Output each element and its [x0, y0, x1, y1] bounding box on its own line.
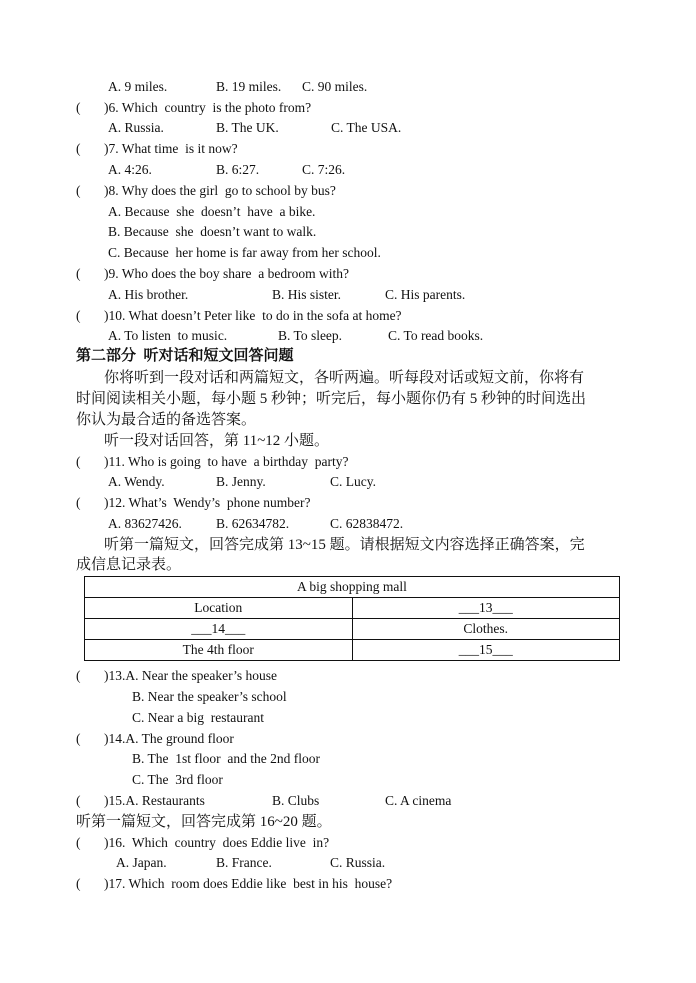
q12-question: )12. What’s Wendy’s phone number? — [104, 495, 311, 510]
passage1-intro-line2: 成信息记录表。 — [76, 557, 182, 573]
q8-paren: ( — [76, 183, 81, 198]
q6-question: )6. Which country is the photo from? — [104, 100, 312, 115]
q16-question: )16. Which country does Eddie live in? — [104, 835, 330, 850]
q14-question: )14.A. The ground floor — [104, 731, 234, 746]
q16-option-c: C. Russia. — [330, 855, 386, 870]
q5-option-c: C. 90 miles. — [302, 79, 368, 94]
q12-option-b: B. 62634782. — [216, 516, 290, 531]
table-title: A big shopping mall — [85, 577, 620, 598]
q11-paren: ( — [76, 454, 81, 469]
q11-option-a: A. Wendy. — [108, 474, 165, 489]
q10-option-c: C. To read books. — [388, 328, 484, 343]
q13-option-c: C. Near a big restaurant — [132, 710, 264, 725]
q7-option-c: C. 7:26. — [302, 162, 346, 177]
part2-instruction-line1: 你将听到一段对话和两篇短文，各听两遍。听每段对话或短文前，你将有 — [104, 370, 585, 386]
table-title-row — [85, 577, 620, 598]
part2-title: 第二部分 听对话和短文回答问题 — [76, 348, 294, 364]
q10-paren: ( — [76, 308, 81, 323]
table-cell: Clothes. — [352, 619, 620, 640]
q16-option-a: A. Japan. — [116, 855, 167, 870]
q8-question: )8. Why does the girl go to school by bus? — [104, 183, 336, 198]
q6-option-b: B. The UK. — [216, 120, 279, 135]
q10-option-b: B. To sleep. — [278, 328, 343, 343]
table-row — [85, 619, 620, 640]
q12-option-c: C. 62838472. — [330, 516, 404, 531]
q12-paren: ( — [76, 495, 81, 510]
passage2-intro: 听第一篇短文，回答完成第 16~20 题。 — [76, 814, 332, 830]
table-row — [85, 598, 620, 619]
q8-option-b: B. Because she doesn’t want to walk. — [108, 224, 317, 239]
q14-paren: ( — [76, 731, 81, 746]
q13-paren: ( — [76, 668, 81, 683]
q6-option-c: C. The USA. — [331, 120, 402, 135]
q15-option-c: C. A cinema — [385, 793, 452, 808]
part2-instruction-line3: 你认为最合适的备选答案。 — [76, 412, 257, 428]
q15-question: )15.A. Restaurants — [104, 793, 205, 808]
q5-option-b: B. 19 miles. — [216, 79, 282, 94]
q6-option-a: A. Russia. — [108, 120, 164, 135]
q13-option-b: B. Near the speaker’s school — [132, 689, 287, 704]
q14-option-c: C. The 3rd floor — [132, 772, 223, 787]
table-cell: The 4th floor — [85, 640, 353, 661]
q9-paren: ( — [76, 266, 81, 281]
q9-option-c: C. His parents. — [385, 287, 466, 302]
table-row — [85, 640, 620, 661]
q15-option-b: B. Clubs — [272, 793, 320, 808]
q12-option-a: A. 83627426. — [108, 516, 182, 531]
info-record-table — [84, 576, 620, 661]
q17-paren: ( — [76, 876, 81, 891]
q8-option-a: A. Because she doesn’t have a bike. — [108, 204, 316, 219]
q7-option-a: A. 4:26. — [108, 162, 152, 177]
dialog-intro: 听一段对话回答，第 11~12 小题。 — [104, 433, 330, 449]
table-cell: ___15___ — [352, 640, 620, 661]
q10-question: )10. What doesn’t Peter like to do in the sofa at home? — [104, 308, 402, 323]
q11-option-b: B. Jenny. — [216, 474, 266, 489]
q7-option-b: B. 6:27. — [216, 162, 260, 177]
q10-option-a: A. To listen to music. — [108, 328, 228, 343]
part2-instruction-line2: 时间阅读相关小题，每小题 5 秒钟；听完后，每小题你仍有 5 秒钟的时间选出 — [76, 391, 587, 407]
passage1-intro-line1: 听第一篇短文，回答完成第 13~15 题。请根据短文内容选择正确答案，完 — [104, 537, 585, 553]
q11-question: )11. Who is going to have a birthday party? — [104, 454, 349, 469]
q13-question: )13.A. Near the speaker’s house — [104, 668, 277, 683]
q14-option-b: B. The 1st floor and the 2nd floor — [132, 751, 320, 766]
q9-option-a: A. His brother. — [108, 287, 189, 302]
q6-paren: ( — [76, 100, 81, 115]
q9-option-b: B. His sister. — [272, 287, 342, 302]
q15-paren: ( — [76, 793, 81, 808]
table-cell: Location — [85, 598, 353, 619]
q11-option-c: C. Lucy. — [330, 474, 376, 489]
q16-option-b: B. France. — [216, 855, 272, 870]
q7-question: )7. What time is it now? — [104, 141, 238, 156]
q16-paren: ( — [76, 835, 81, 850]
q5-option-a: A. 9 miles. — [108, 79, 168, 94]
table-cell: ___13___ — [352, 598, 620, 619]
q8-option-c: C. Because her home is far away from her school. — [108, 245, 381, 260]
q9-question: )9. Who does the boy share a bedroom with? — [104, 266, 349, 281]
q7-paren: ( — [76, 141, 81, 156]
q17-question: )17. Which room does Eddie like best in his house? — [104, 876, 393, 891]
table-cell: ___14___ — [85, 619, 353, 640]
